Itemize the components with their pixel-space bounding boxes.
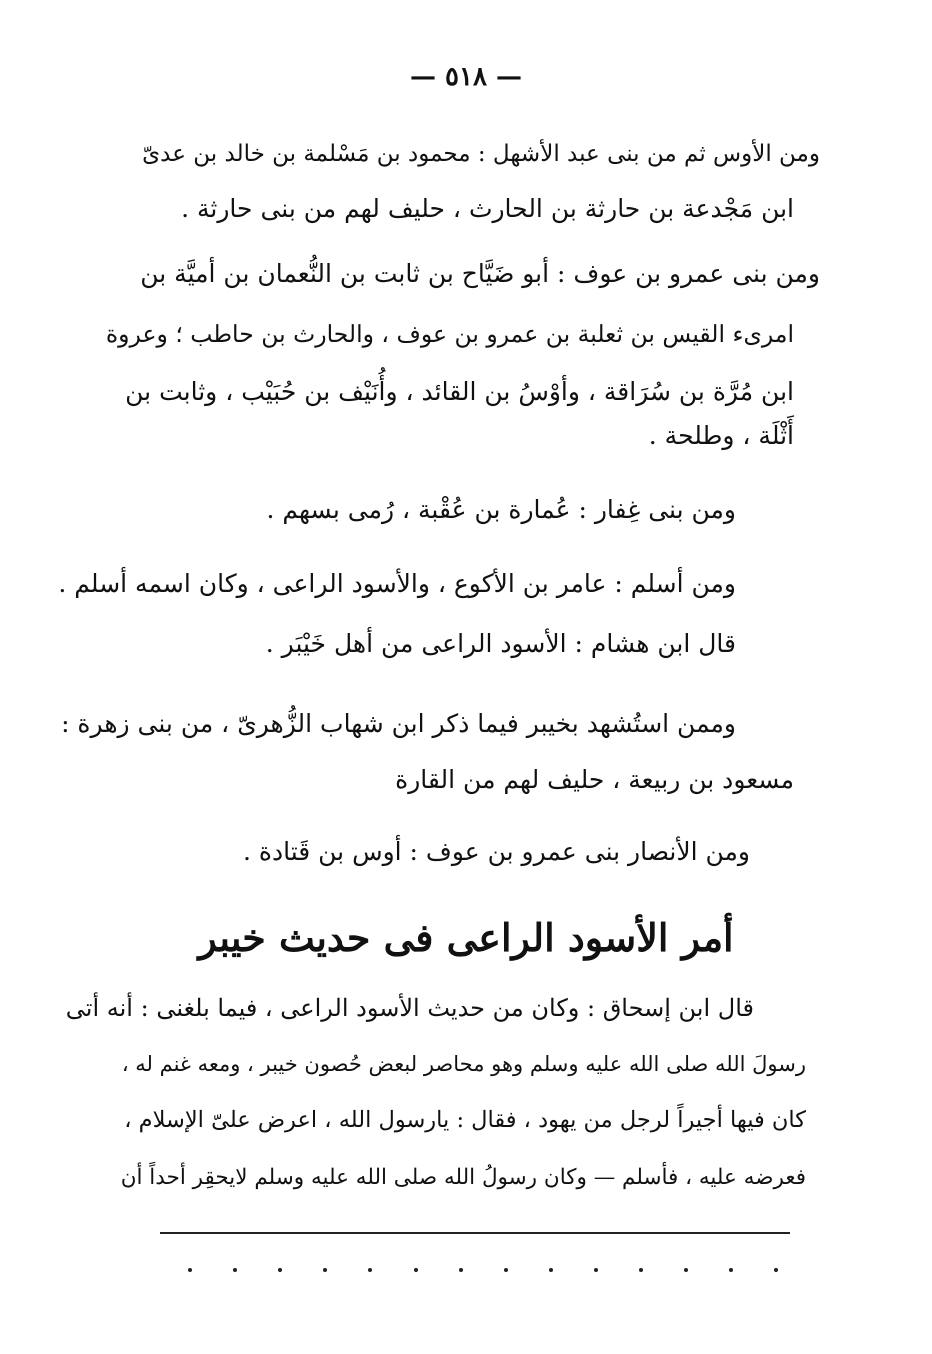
footer-dot xyxy=(278,1268,282,1272)
footer-dot xyxy=(684,1268,688,1272)
footer-dot xyxy=(639,1268,643,1272)
footer-dot xyxy=(549,1268,553,1272)
text-line: ابن مُرَّة بن سُرَاقة ، وأوْسُ بن القائد ، وأُنَيْف بن حُبَيْب ، وثابت بن xyxy=(125,377,794,406)
text-line: فعرضه عليه ، فأسلم — وكان رسولُ الله صلى الله عليه وسلم لايحقِر أحداً أن xyxy=(120,1165,806,1190)
text-line: ومن بنى غِفار : عُمارة بن عُقْبة ، رُمى بسهم . xyxy=(266,495,736,524)
text-line: مسعود بن ربيعة ، حليف لهم من القارة xyxy=(395,765,794,794)
footer-dot xyxy=(774,1268,778,1272)
text-line: امرىء القيس بن ثعلبة بن عمرو بن عوف ، والحارث بن حاطب ؛ وعروة xyxy=(105,320,794,348)
text-line: قال ابن إسحاق : وكان من حديث الأسود الراعى ، فيما بلغنى : أنه أتى xyxy=(65,994,754,1022)
text-line: ومن أسلم : عامر بن الأكوع ، والأسود الراعى ، وكان اسمه أسلم . xyxy=(58,569,736,598)
footer-rule xyxy=(160,1232,790,1234)
text-line: وممن استُشهد بخيبر فيما ذكر ابن شهاب الزُّهرىّ ، من بنى زهرة : xyxy=(61,709,736,738)
footer-dot xyxy=(368,1268,372,1272)
text-line: ومن الأوس ثم من بنى عبد الأشهل : محمود بن مَسْلمة بن خالد بن عدىّ xyxy=(142,141,820,167)
footer-dots xyxy=(188,1268,778,1272)
footer-dot xyxy=(414,1268,418,1272)
footer-dot xyxy=(459,1268,463,1272)
section-heading: أمر الأسود الراعى فى حديث خيبر xyxy=(198,915,734,960)
footer-dot xyxy=(594,1268,598,1272)
footer-dot xyxy=(323,1268,327,1272)
footer-dot xyxy=(504,1268,508,1272)
text-line: كان فيها أجيراً لرجل من يهود ، فقال : يارسول الله ، اعرض علىّ الإسلام ، xyxy=(124,1107,806,1133)
text-line: ومن بنى عمرو بن عوف : أبو ضَيَّاح بن ثابت بن النُّعمان بن أميَّة بن xyxy=(140,259,820,288)
text-line: قال ابن هشام : الأسود الراعى من أهل خَيْبَر . xyxy=(265,629,736,658)
footer-dot xyxy=(233,1268,237,1272)
text-line: رسولَ الله صلى الله عليه وسلم وهو محاصر لبعض حُصون خيبر ، ومعه غنم له ، xyxy=(121,1052,806,1076)
text-line: أَثْلَة ، وطلحة . xyxy=(648,421,794,450)
text-line: ومن الأنصار بنى عمرو بن عوف : أوس بن قَتادة . xyxy=(242,837,750,866)
text-line: ابن مَجْدعة بن حارثة بن الحارث ، حليف لهم من بنى حارثة . xyxy=(181,194,794,223)
page-number: — ٥١٨ — xyxy=(409,62,523,92)
footer-dot xyxy=(729,1268,733,1272)
footer-dot xyxy=(188,1268,192,1272)
